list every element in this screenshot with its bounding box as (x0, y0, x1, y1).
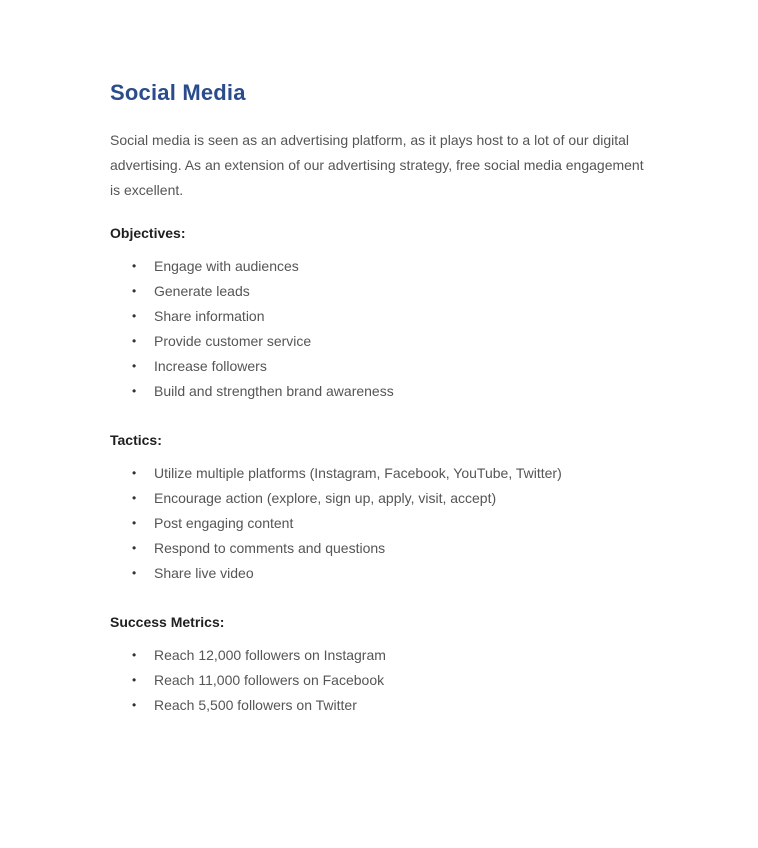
list-item-text: Increase followers (154, 358, 267, 374)
bullet-icon: • (132, 673, 137, 687)
list-item-text: Respond to comments and questions (154, 540, 386, 556)
list-item (110, 643, 670, 668)
list-item-text: Utilize multiple platforms (Instagram, Facebook, YouTube, Twitter) (154, 465, 562, 481)
list-item-text: Encourage action (explore, sign up, apply, visit, accept) (154, 490, 497, 506)
success-metrics-heading: Success Metrics: (110, 614, 225, 630)
bullet-icon: • (132, 516, 137, 530)
list-item-text: Post engaging content (154, 515, 294, 531)
list-item-text: Engage with audiences (154, 258, 299, 274)
bullet-icon: • (132, 384, 137, 398)
list-item (110, 511, 670, 536)
objectives-heading: Objectives: (110, 225, 186, 241)
intro-paragraph: Social media is seen as an advertising platform, as it plays host to a lot of our digital advertising. As an extension of our advertising strategy, free social media engagement is excellent. (110, 132, 644, 198)
bullet-icon: • (132, 491, 137, 505)
list-item (110, 304, 670, 329)
bullet-icon: • (132, 334, 137, 348)
list-item (110, 693, 670, 718)
list-item-text: Provide customer service (154, 333, 312, 349)
success-metrics-list (110, 643, 670, 718)
objectives-list (110, 254, 670, 404)
list-item (110, 379, 670, 404)
bullet-icon: • (132, 259, 137, 273)
list-item-text: Share live video (154, 565, 254, 581)
bullet-icon: • (132, 309, 137, 323)
bullet-icon: • (132, 566, 137, 580)
list-item (110, 536, 670, 561)
list-item (110, 254, 670, 279)
list-item-text: Reach 12,000 followers on Instagram (154, 647, 386, 663)
bullet-icon: • (132, 284, 137, 298)
list-item-text: Reach 5,500 followers on Twitter (154, 697, 357, 713)
list-item-text: Build and strengthen brand awareness (154, 383, 394, 399)
list-item-text: Reach 11,000 followers on Facebook (154, 672, 385, 688)
bullet-icon: • (132, 359, 137, 373)
list-item (110, 668, 670, 693)
list-item (110, 561, 670, 586)
page-title: Social Media (110, 80, 246, 105)
list-item (110, 329, 670, 354)
list-item (110, 354, 670, 379)
list-item-text: Generate leads (154, 283, 250, 299)
tactics-list (110, 461, 670, 586)
tactics-heading: Tactics: (110, 432, 162, 448)
bullet-icon: • (132, 698, 137, 712)
document-page (110, 78, 670, 718)
bullet-icon: • (132, 648, 137, 662)
bullet-icon: • (132, 541, 137, 555)
list-item (110, 461, 670, 486)
list-item (110, 486, 670, 511)
list-item (110, 279, 670, 304)
bullet-icon: • (132, 466, 137, 480)
list-item-text: Share information (154, 308, 265, 324)
